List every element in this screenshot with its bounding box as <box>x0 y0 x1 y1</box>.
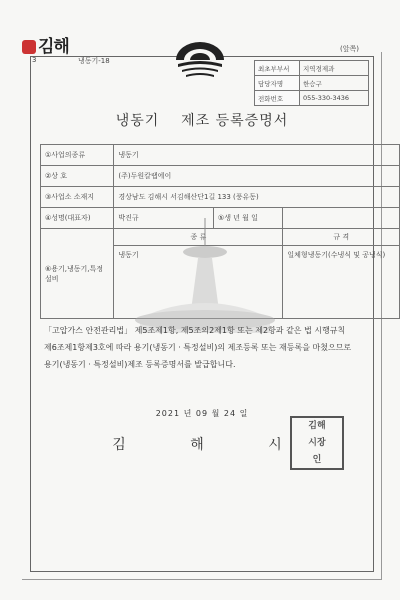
location-value: 경상남도 김해시 서김해산단1길 133 (풍유동) <box>114 187 400 208</box>
form-number: 3 <box>32 56 37 64</box>
representative-label: ④성명(대표자) <box>41 208 114 229</box>
official-seal-stamp: 김해 시장 인 <box>290 416 344 470</box>
contact-value: 한승구 <box>300 76 369 91</box>
contact-row <box>255 76 369 91</box>
contact-label: 최초부부서 <box>255 61 300 76</box>
issue-date: 2021 년 09 월 24 일 <box>155 409 249 418</box>
contact-info-box <box>254 60 369 106</box>
city-logo-text: 김해 <box>38 37 69 57</box>
equipment-spec-value: 일체형냉동기(수냉식 및 공냉식) <box>283 246 400 319</box>
form-reference: 냉동기-18 <box>78 57 110 65</box>
equipment-label: ⑥용기,냉동기,특정설비 <box>41 229 114 319</box>
government-emblem-icon <box>172 40 228 78</box>
contact-value: 지역경제과 <box>300 61 369 76</box>
equipment-type-value: 냉동기 <box>114 246 283 319</box>
document-title: 냉동기 제조 등록증명서 <box>115 113 289 129</box>
contact-row <box>255 91 369 106</box>
birth-date-label: ⑤생 년 월 일 <box>213 208 282 229</box>
city-logo <box>22 32 69 57</box>
table-row <box>41 187 400 208</box>
equipment-type-header: 종 류 <box>114 229 283 246</box>
contact-value: 055-330-3436 <box>300 91 369 106</box>
table-row <box>41 166 400 187</box>
business-type-label: ①사업의종류 <box>41 145 114 166</box>
contact-label: 전화번호 <box>255 91 300 106</box>
company-value: (주)두원칼랩에이 <box>114 166 400 187</box>
company-label: ②상 호 <box>41 166 114 187</box>
city-logo-icon <box>22 40 36 54</box>
representative-value: 박진규 <box>114 208 214 229</box>
table-row <box>41 145 400 166</box>
location-label: ③사업소 소재지 <box>41 187 114 208</box>
tower-watermark-image <box>120 208 290 338</box>
front-side-label: (앞쪽) <box>340 45 359 53</box>
business-type-value: 냉동기 <box>114 145 400 166</box>
equipment-spec-header: 규 격 <box>283 229 400 246</box>
issuer-name: 김 해 시 <box>112 437 312 453</box>
contact-row <box>255 61 369 76</box>
contact-label: 담당자명 <box>255 76 300 91</box>
certificate-statement: 「고압가스 안전관리법」 제5조제1항, 제5조의2제1항 또는 제2항과 같은 법 시행규칙 제6조제1항제3호에 따라 용기(냉동기 · 특정설비)의 제조등록 또는 재등록을 마쳤으므로 용기(냉동기 · 특정설비)제조 등록증명서를 발급합니다. <box>44 326 352 369</box>
birth-date-value <box>283 208 400 229</box>
